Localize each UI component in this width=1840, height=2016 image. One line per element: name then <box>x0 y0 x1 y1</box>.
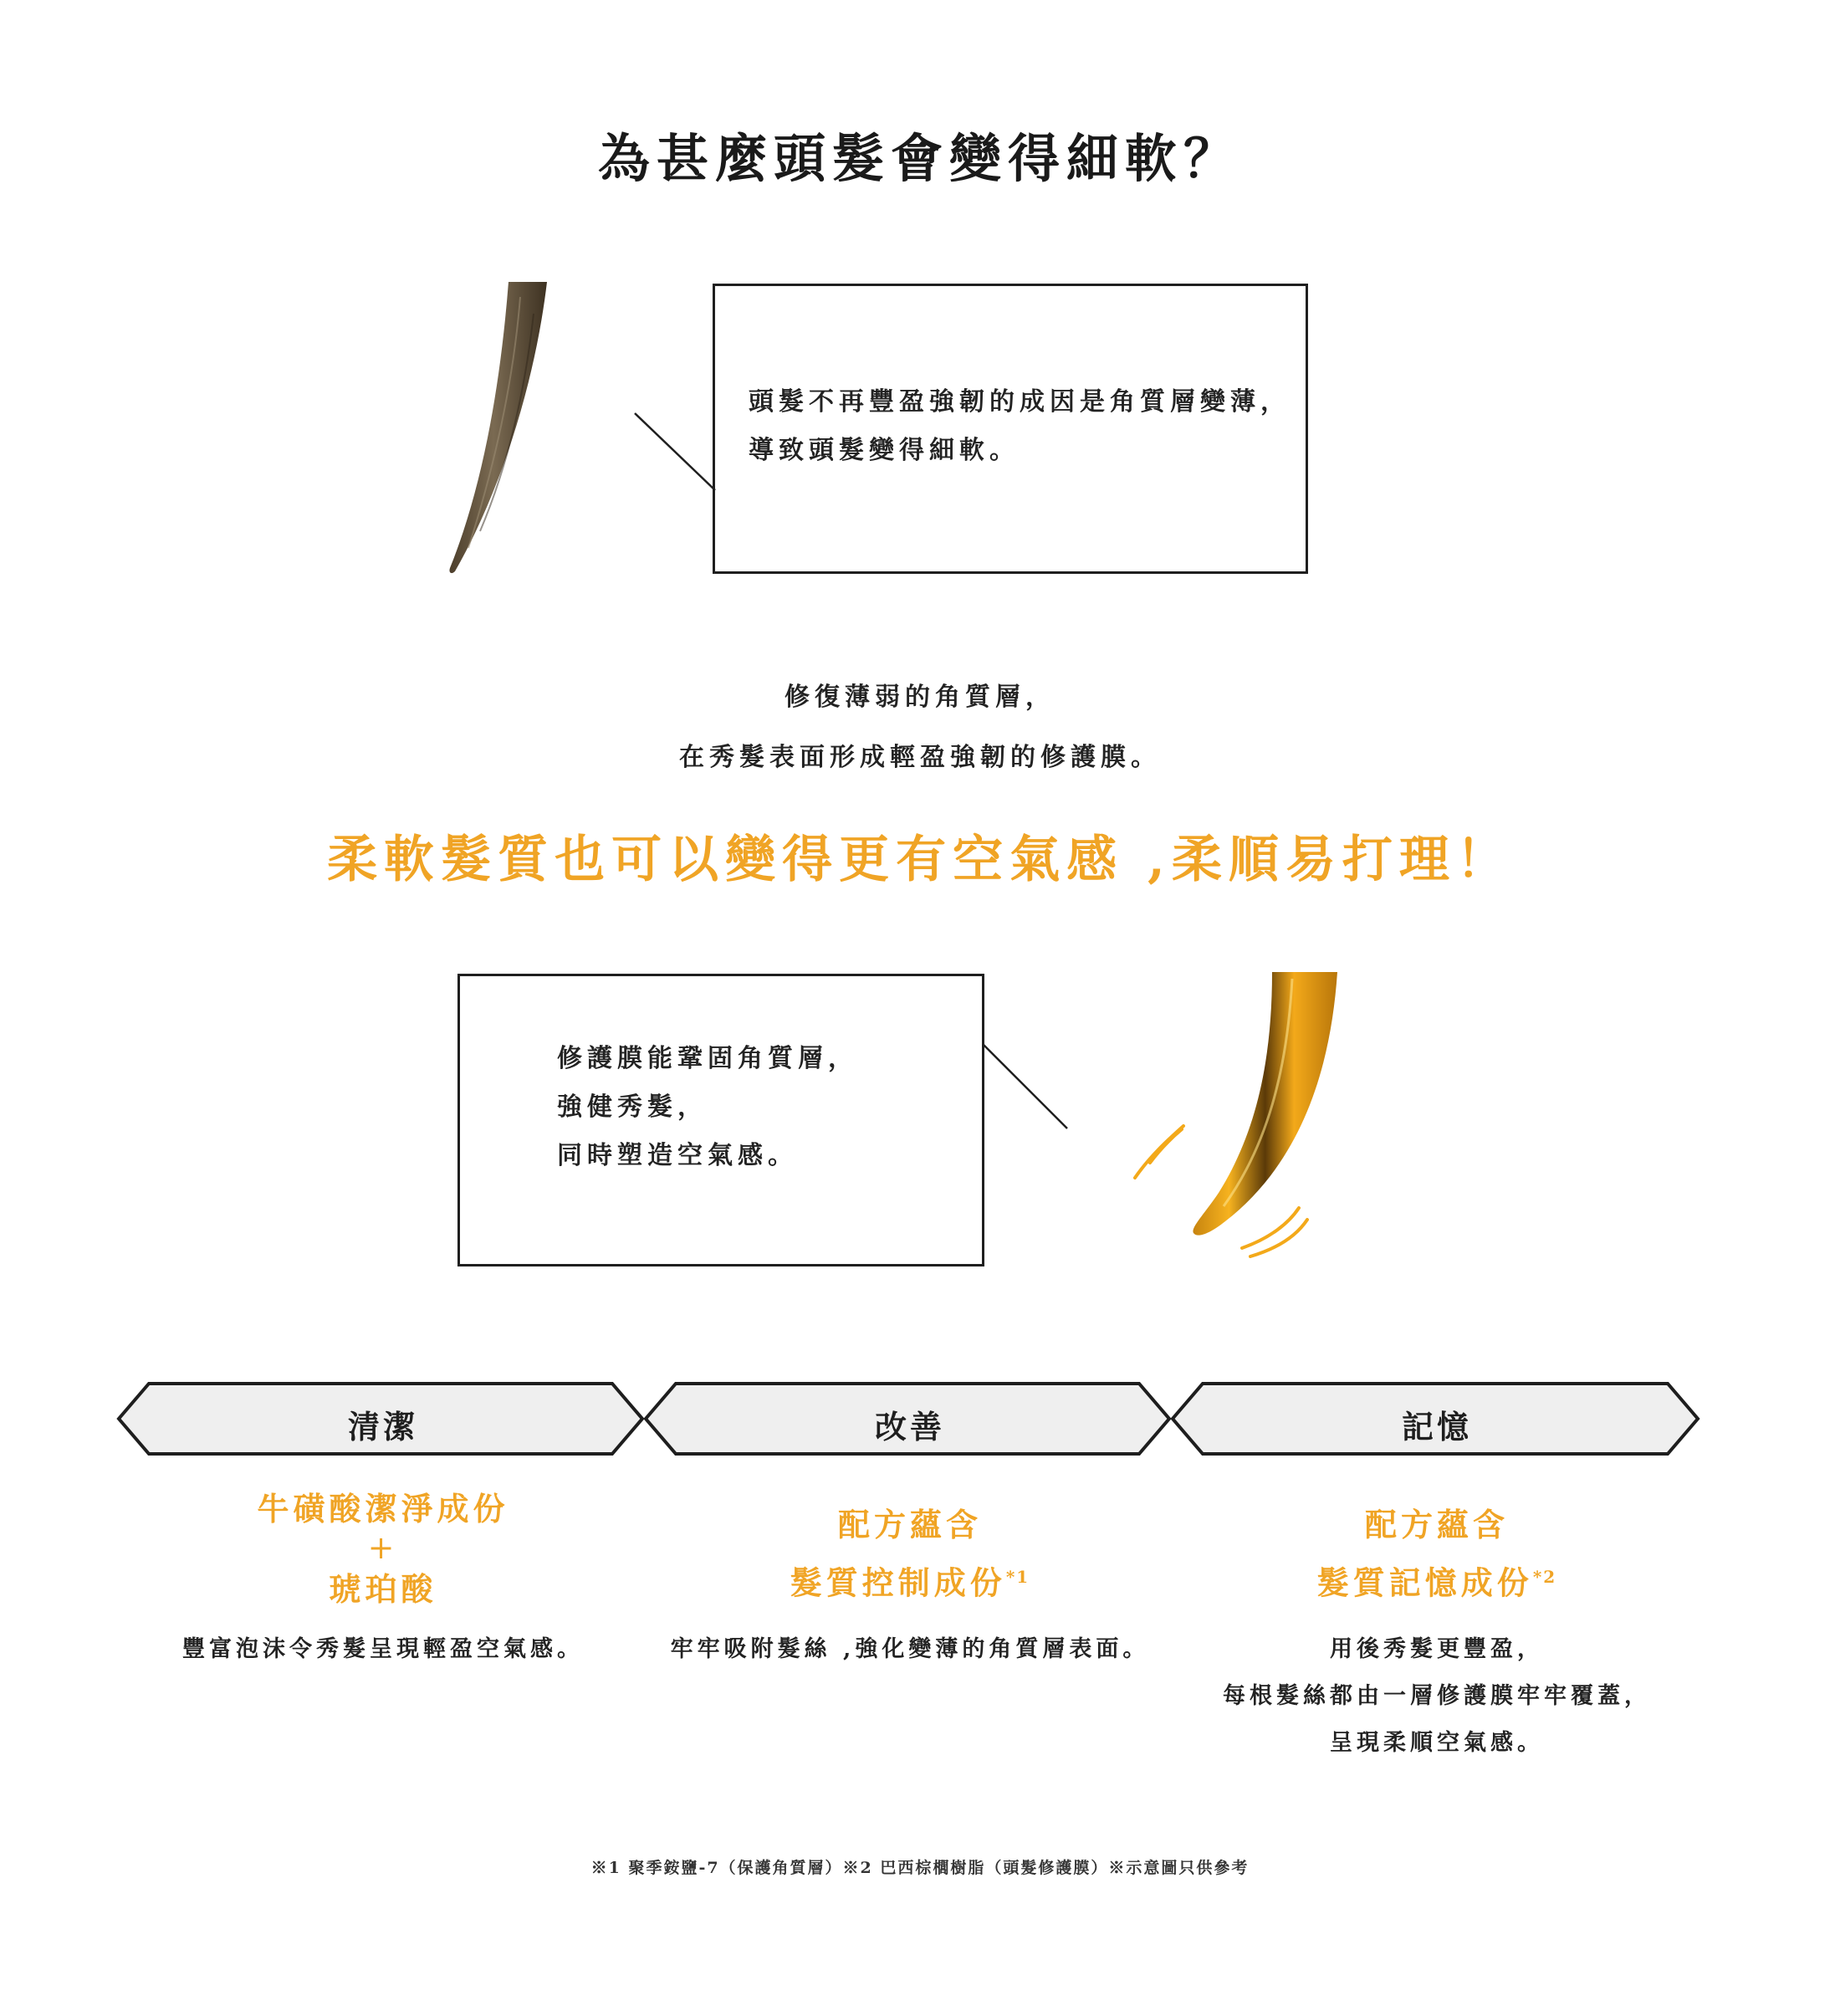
desc-line: 用後秀髮更豐盈， <box>1330 1636 1544 1662</box>
heading-line: 牛磺酸潔淨成份 <box>257 1490 509 1527</box>
slogan: 柔軟髮質也可以變得更有空氣感 ,柔順易打理！ <box>327 831 1513 889</box>
problem-line: 頭髮不再豐盈強韌的成因是角質層變薄， <box>749 387 1291 417</box>
footnote: ※1 聚季銨鹽-7（保護角質層）※2 巴西棕櫚樹脂（頭髮修護膜）※示意圖只供參考 <box>590 1859 1250 1877</box>
step-desc-improve <box>659 1626 1161 1673</box>
desc-line: 豐富泡沫令秀髮呈現輕盈空氣感。 <box>182 1636 584 1662</box>
step-desc-memory <box>1186 1626 1688 1767</box>
solution-line: 修復薄弱的角質層， <box>785 683 1055 712</box>
heading-line: 配方蘊含 <box>1364 1506 1509 1543</box>
desc-line: 牢牢吸附髮絲 ,強化變薄的角質層表面。 <box>670 1636 1150 1662</box>
problem-callout <box>713 284 1308 574</box>
step-label-memory: 記憶 <box>1401 1408 1472 1445</box>
desc-line: 每根髮絲都由一層修護膜牢牢覆蓋， <box>1223 1683 1651 1709</box>
heading-sup: *2 <box>1532 1567 1557 1587</box>
step-heading-improve <box>659 1499 1161 1609</box>
step-label-cleanse: 清潔 <box>347 1408 418 1445</box>
desc-line: 呈現柔順空氣感。 <box>1330 1730 1544 1756</box>
golden-hair-icon <box>1125 970 1342 1272</box>
problem-line: 導致頭髮變得細軟。 <box>749 436 1020 465</box>
film-line: 同時塑造空氣感。 <box>557 1141 798 1170</box>
thin-hair-icon <box>443 280 560 577</box>
film-line: 強健秀髮， <box>557 1092 708 1122</box>
heading-line: 琥珀酸 <box>329 1570 437 1608</box>
step-heading-memory <box>1186 1499 1688 1609</box>
page-title: 為甚麼頭髮會變得細軟？ <box>597 128 1242 189</box>
callout-pointer <box>631 410 723 494</box>
heading-text: 髮質控制成份 <box>790 1563 1006 1602</box>
film-line: 修護膜能鞏固角質層， <box>557 1044 858 1073</box>
heading-line <box>659 1551 1161 1609</box>
heading-sup: *1 <box>1005 1567 1030 1587</box>
heading-plus: + <box>367 1529 399 1566</box>
step-label-improve: 改善 <box>874 1408 945 1445</box>
solution-line: 在秀髮表面形成輕盈強韌的修護膜。 <box>679 743 1161 772</box>
heading-text: 髮質記憶成份 <box>1316 1563 1533 1602</box>
film-callout <box>457 974 984 1266</box>
step-heading-cleanse <box>132 1486 634 1616</box>
heading-line <box>1186 1551 1688 1609</box>
step-desc-cleanse <box>132 1626 634 1673</box>
callout-pointer <box>980 1041 1072 1133</box>
heading-line: 配方蘊含 <box>837 1506 982 1543</box>
